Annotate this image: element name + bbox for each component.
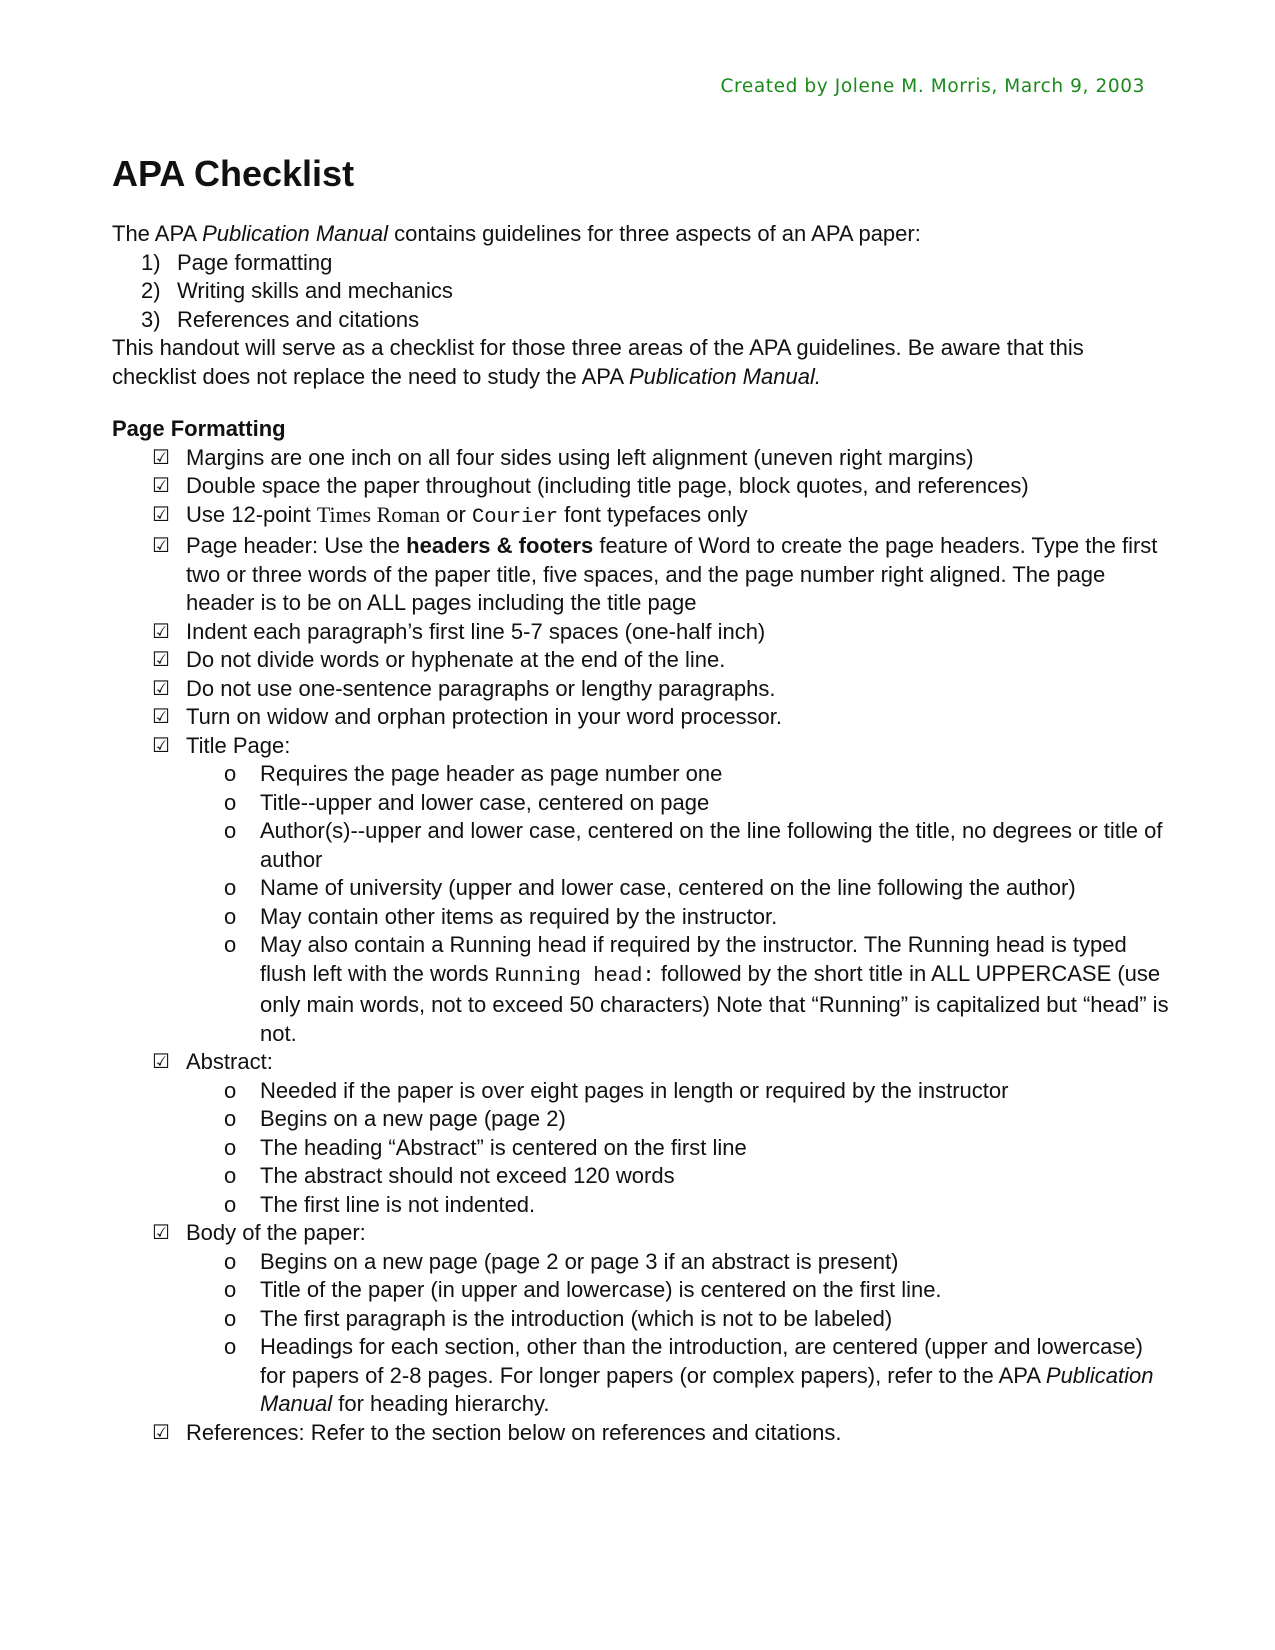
checklist-item: ☑ Page header: Use the headers & footers feature of Word to create the page headers. Type the first two or three words of the paper title, five spaces, and the page number right aligned. The page header is to be on ALL pages including the title page [152,533,1158,616]
checkbox-icon: ☑ [152,649,170,672]
sub-item: o Requires the page header as page number one [186,760,1172,789]
page-title: APA Checklist [112,153,355,194]
document-body [112,152,1172,1447]
checklist-item: ☑ Double space the paper throughout (including title page, block quotes, and references) [112,472,1172,501]
abstract-sublist [186,1077,1172,1220]
sub-item: o Author(s)--upper and lower case, centered on the line following the title, no degrees or title of author [224,818,1163,872]
title-page-sublist [186,760,1172,1048]
checkbox-icon: ☑ [152,475,170,498]
handout-paragraph: This handout will serve as a checklist for those three areas of the APA guidelines. Be aware that this checklist does not replace the need to study the APA Publication Manual. [112,335,1084,389]
checklist-item: ☑ References: Refer to the section below on references and citations. [112,1419,1172,1448]
bullet-icon: o [224,932,237,958]
checklist-item: ☑ Margins are one inch on all four sides using left alignment (uneven right margins) [112,444,1172,473]
checkbox-icon: ☑ [152,503,170,526]
checkbox-icon: ☑ [152,706,170,729]
checkbox-icon: ☑ [152,1222,170,1245]
bullet-icon: o [224,1277,237,1303]
sub-item: o Title--upper and lower case, centered on page [186,789,1172,818]
sub-item: o Begins on a new page (page 2 or page 3 if an abstract is present) [186,1248,1172,1277]
bullet-icon: o [224,1134,237,1160]
bullet-icon: o [224,818,237,844]
checklist-item: ☑ Turn on widow and orphan protection in your word processor. [112,703,1172,732]
sub-item: o The first line is not indented. [186,1191,1172,1220]
bullet-icon: o [224,1106,237,1132]
checklist-item: ☑ Title Page: o Requires the page header as page number one o Title--upper and lower case, centered on page o Author(s)--upper and lower case, centered on the line following the title, no degrees or title of author o Name of university (upper and lower case, centered on the line following the author) o May contain other items as required by the instructor. o May also contain a Running head if required by the instructor. The Running head is typed flush left with the words Running head: followed by the short title in ALL UPPERCASE (use only main words, not to exceed 50 characters) Note that “Running” is capitalized but “head” is not. [112,732,1172,1049]
sub-item: o Name of university (upper and lower case, centered on the line following the author) [186,874,1172,903]
checkbox-icon: ☑ [152,1421,170,1444]
credit-line: Created by Jolene M. Morris, March 9, 2003 [720,76,1145,97]
sub-item: o The first paragraph is the introduction (which is not to be labeled) [186,1305,1172,1334]
checkbox-icon: ☑ [152,677,170,700]
bullet-icon: o [224,1191,237,1217]
sub-item: o The abstract should not exceed 120 words [186,1162,1172,1191]
checkbox-icon: ☑ [152,446,170,469]
checkbox-icon: ☑ [152,734,170,757]
sub-item: o Headings for each section, other than the introduction, are centered (upper and lowercase) for papers of 2-8 pages. For longer papers (or complex papers), refer to the APA Publication Manual for heading hierarchy. [224,1334,1154,1417]
bullet-icon: o [224,761,237,787]
list-item: 3) References and citations [141,306,420,332]
sub-item: o The heading “Abstract” is centered on the first line [186,1134,1172,1163]
intro-paragraph: The APA Publication Manual contains guidelines for three aspects of an APA paper: [112,221,921,247]
bullet-icon: o [224,1077,237,1103]
checklist-item: ☑ Use 12-point Times Roman or Courier font typefaces only [152,501,748,529]
list-item: 2) Writing skills and mechanics [141,278,453,304]
sub-item: o May contain other items as required by the instructor. [186,903,1172,932]
sub-item: o Begins on a new page (page 2) [186,1105,1172,1134]
checkbox-icon: ☑ [152,1051,170,1074]
sub-item: o Needed if the paper is over eight pages in length or required by the instructor [186,1077,1172,1106]
checklist-item: ☑ Body of the paper: o Begins on a new page (page 2 or page 3 if an abstract is present) o Title of the paper (in upper and lowercase) is centered on the first line. o The first paragraph is the introduction (which is not to be labeled) o Headings for each section, other than the introduction, are centered (upper and lowercase) for papers of 2-8 pages. For longer papers (or complex papers), refer to the APA Publication Manual for heading hierarchy. [112,1219,1172,1419]
checklist-item: ☑ Do not use one-sentence paragraphs or lengthy paragraphs. [112,675,1172,704]
body-sublist [186,1248,1172,1419]
checklist-item: ☑ Abstract: o Needed if the paper is over eight pages in length or required by the instructor o Begins on a new page (page 2) o The heading “Abstract” is centered on the first line o The abstract should not exceed 120 words o The first line is not indented. [112,1048,1172,1219]
bullet-icon: o [224,1305,237,1331]
checklist-item: ☑ Indent each paragraph’s first line 5-7 spaces (one-half inch) [112,618,1172,647]
bullet-icon: o [224,903,237,929]
aspects-list [112,249,1172,335]
bullet-icon: o [224,789,237,815]
page-formatting-checklist [112,444,1172,1448]
checklist-item: ☑ Do not divide words or hyphenate at the end of the line. [112,646,1172,675]
sub-item: o Title of the paper (in upper and lowercase) is centered on the first line. [186,1276,1172,1305]
bullet-icon: o [224,1248,237,1274]
bullet-icon: o [224,1334,237,1360]
bullet-icon: o [224,1163,237,1189]
bullet-icon: o [224,875,237,901]
sub-item: o May also contain a Running head if required by the instructor. The Running head is typed flush left with the words Running head: followed by the short title in ALL UPPERCASE (use only main words, not to exceed 50 characters) Note that “Running” is capitalized but “head” is not. [224,932,1169,1046]
section-heading: Page Formatting [112,416,286,442]
checkbox-icon: ☑ [152,620,170,643]
list-item: 1) Page formatting [141,249,333,275]
checkbox-icon: ☑ [152,535,170,558]
